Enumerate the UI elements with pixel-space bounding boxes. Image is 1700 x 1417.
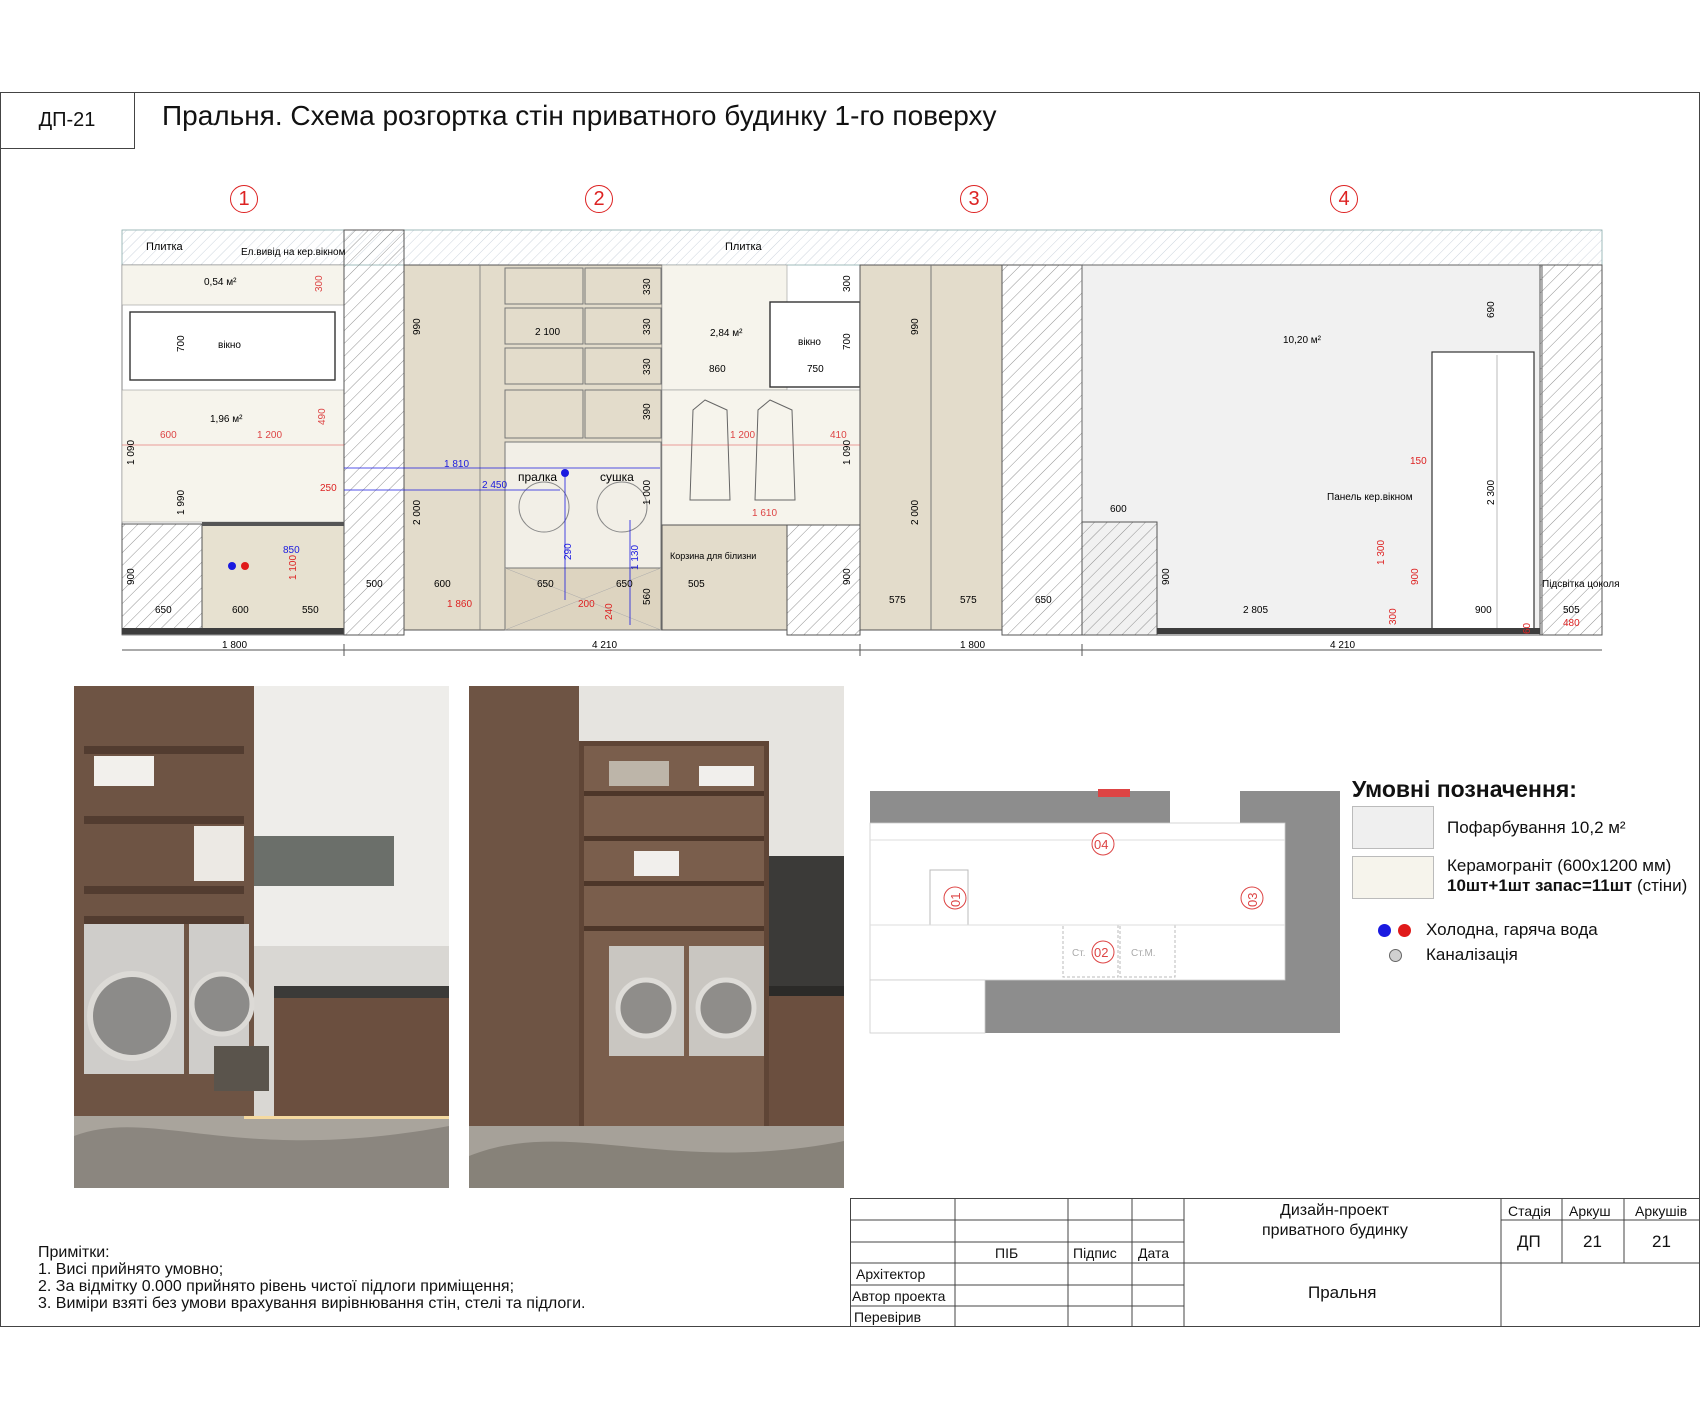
tb-project-line2: приватного будинку [1262,1222,1408,1239]
dim-250: 250 [320,483,337,494]
dim-wall4: 4 210 [1330,640,1356,651]
dim-500: 500 [366,579,383,590]
dim-900c: 900 [1161,568,1172,585]
dim-1090b: 1 090 [842,439,853,465]
plan-label-02: 02 [1094,945,1109,960]
floor-plan [865,785,1345,1035]
plan-label-st: Ст. [1072,948,1086,959]
dim-1300: 1 300 [1376,539,1387,565]
tb-stage-header: Стадія [1508,1203,1552,1219]
dim-505b: 505 [1563,605,1580,616]
dim-2000: 2 000 [412,499,423,525]
dim-wall3: 1 800 [960,640,986,651]
legend-title: Умовні позначення: [1352,776,1577,802]
dim-600-red: 600 [160,430,177,441]
dim-60: 60 [1522,622,1533,634]
dim-990: 990 [412,318,423,335]
label-dryer: сушка [600,470,634,484]
dim-600a: 600 [232,605,249,616]
dim-330b: 330 [642,318,653,335]
tb-sheets-value: 21 [1652,1232,1671,1251]
label-area-196: 1,96 м² [210,414,243,425]
tb-sheet-header: Аркуш [1569,1203,1611,1219]
dim-650d: 650 [1035,595,1052,606]
dim-1090: 1 090 [126,439,137,465]
legend-tile-text-2 [1447,876,1687,896]
label-control-panel: Панель кер.вікном [1327,492,1413,503]
dim-150: 150 [1410,456,1427,467]
dim-1810: 1 810 [444,459,470,470]
plan-label-04: 04 [1094,837,1109,852]
dim-wall1: 1 800 [222,640,248,651]
legend-hot-dot [1398,924,1411,937]
dim-330c: 330 [642,358,653,375]
render-photo-1 [74,686,449,1188]
sheet-title: Пральня. Схема розгортка стін приватного будинку 1-го поверху [162,100,997,131]
label-area-1020: 10,20 м² [1283,335,1322,346]
dim-505: 505 [688,579,705,590]
label-electric-outlet: Ел.вивід на кер.вікном [241,247,346,258]
wall-elevation-drawing [0,0,1700,665]
tb-checked: Перевірив [854,1309,922,1325]
legend-swatch-paint [1352,806,1434,849]
dim-1860: 1 860 [447,599,473,610]
dim-550: 550 [302,605,319,616]
dim-1100: 1 100 [288,554,299,580]
dim-390: 390 [642,403,653,420]
label-window-right: вікно [798,337,821,348]
dim-600c: 600 [1110,504,1127,515]
dim-410: 410 [830,430,847,441]
wall-number-1: 1 [230,185,258,213]
label-tile-mid: Плитка [725,241,762,253]
tb-sheets-header: Аркушів [1635,1203,1688,1219]
label-laundry-basket: Корзина для білизни [670,551,757,561]
tb-architect: Архітектор [856,1266,926,1282]
legend-sewer-text: Каналізація [1426,945,1518,964]
dim-990b: 990 [910,318,921,335]
dim-600b: 600 [434,579,451,590]
sheet-code-text: ДП-21 [38,108,96,131]
dim-900d: 900 [1410,568,1421,585]
dim-750: 750 [807,364,824,375]
dim-480: 480 [1563,618,1580,629]
dim-900a: 900 [126,568,137,585]
tb-author: Автор проекта [852,1288,946,1304]
label-tile-left: Плитка [146,241,183,253]
plan-label-03: 03 [1245,892,1260,907]
label-area-284: 2,84 м² [710,328,743,339]
dim-330a: 330 [642,278,653,295]
tb-sheet-value: 21 [1583,1232,1602,1251]
dim-650: 650 [155,605,172,616]
dim-290: 290 [563,543,574,560]
dim-2805: 2 805 [1243,605,1269,616]
label-window-left: вікно [218,340,241,351]
dim-1130: 1 130 [630,544,641,570]
dim-2100: 2 100 [535,327,561,338]
dim-490: 490 [317,408,328,425]
legend-sewer-dot [1389,949,1402,962]
plan-label-01: 01 [948,892,963,907]
dim-240: 240 [604,603,615,620]
note-item-1: 1. Висі прийнято умовно; [38,1261,224,1278]
dim-560: 560 [642,588,653,605]
dim-700b: 700 [842,333,853,350]
dim-700: 700 [176,335,187,352]
dim-900: 900 [1475,605,1492,616]
dim-2000b: 2 000 [910,499,921,525]
dim-300: 300 [314,275,325,292]
tb-sign: Підпис [1073,1245,1117,1261]
legend-tile-text-1: Керамограніт (600x1200 мм) [1447,856,1672,875]
note-item-3: 3. Виміри взяті без умови врахування вирівнювання стін, стелі та підлоги. [38,1295,586,1312]
legend-swatch-tile [1352,856,1434,899]
notes-block [38,1244,585,1312]
dim-575b: 575 [960,595,977,606]
label-area-054: 0,54 м² [204,277,237,288]
dim-200: 200 [578,599,595,610]
wall-number-3: 3 [960,185,988,213]
dim-2450: 2 450 [482,480,508,491]
legend-water-text: Холодна, гаряча вода [1426,920,1598,939]
dim-900b: 900 [842,568,853,585]
dim-300b: 300 [842,275,853,292]
dim-690: 690 [1486,301,1497,318]
render-photo-2 [469,686,844,1188]
dim-1200: 1 200 [257,430,283,441]
wall-number-4: 4 [1330,185,1358,213]
notes-title: Примітки: [38,1244,110,1261]
dim-860: 860 [709,364,726,375]
dim-1200b: 1 200 [730,430,756,441]
dim-1610: 1 610 [752,508,778,519]
legend-paint-text: Пофарбування 10,2 м² [1447,818,1626,837]
dim-850: 850 [283,545,300,556]
tb-project-line1: Дизайн-проект [1280,1202,1389,1219]
dim-wall2: 4 210 [592,640,618,651]
dim-1000: 1 000 [642,479,653,505]
tb-room: Пральня [1308,1283,1377,1302]
dim-575a: 575 [889,595,906,606]
tb-stage-value: ДП [1517,1232,1541,1251]
dim-650c: 650 [616,579,633,590]
wall-number-2: 2 [585,185,613,213]
note-item-2: 2. За відмітку 0.000 прийнято рівень чистої підлоги приміщення; [38,1278,515,1295]
dim-300c: 300 [1388,608,1399,625]
legend-tile-count: 10шт+1шт запас=11шт [1447,876,1633,895]
tb-date: Дата [1138,1245,1170,1261]
legend-cold-dot [1378,924,1391,937]
tb-pib: ПІБ [995,1245,1019,1261]
label-plinth-light: Підсвітка цоколя [1542,579,1620,590]
legend-tile-walls: (стіни) [1632,876,1688,895]
label-washer: пралка [518,470,558,484]
dim-1990: 1 990 [176,489,187,515]
dim-2300: 2 300 [1486,479,1497,505]
dim-650b: 650 [537,579,554,590]
plan-label-stm: Ст.М. [1131,948,1156,959]
